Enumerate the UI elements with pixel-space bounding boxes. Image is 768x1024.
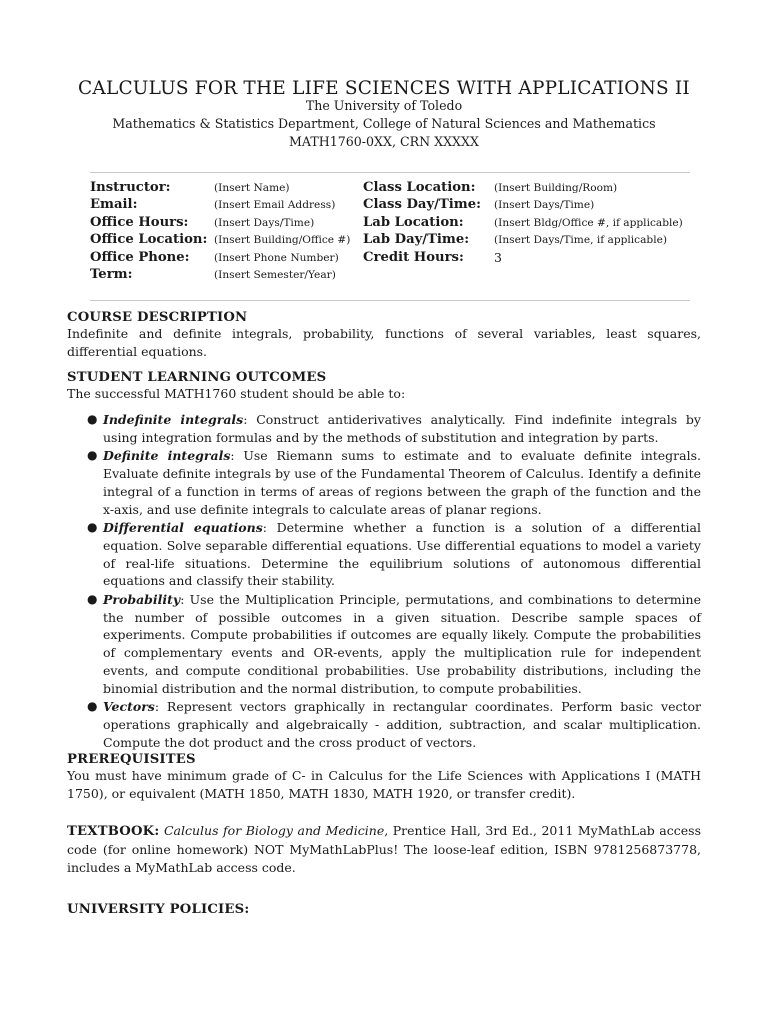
class-day-time-value: (Insert Days/Time) <box>494 199 595 212</box>
bullet-icon: ● <box>87 412 98 426</box>
outcome-term: Indefinite integrals <box>103 412 244 427</box>
credit-hours-label: Credit Hours: <box>363 249 464 265</box>
outcome-text: : Represent vectors graphically in rectangular coordinates. Perform basic vector operations graphically and algebraically - addition, subtraction, and scalar multiplication. Compute the dot product and the cross product of vectors. <box>103 699 701 750</box>
list-item <box>67 447 701 518</box>
course-description-section <box>67 310 701 361</box>
bullet-icon: ● <box>87 448 98 463</box>
info-row <box>90 267 710 284</box>
top-divider <box>90 172 690 173</box>
university-policies-section <box>67 902 701 917</box>
info-row <box>90 180 710 197</box>
prerequisites-heading: PREREQUISITES <box>67 752 196 767</box>
term-label: Term: <box>90 266 133 282</box>
class-location-value: (Insert Building/Room) <box>494 182 618 194</box>
textbook-label: TEXTBOOK: <box>67 824 160 839</box>
email-label: Email: <box>90 197 138 213</box>
bullet-icon: ● <box>87 520 98 535</box>
learning-outcomes-heading: STUDENT LEARNING OUTCOMES <box>67 370 327 385</box>
email-value: (Insert Email Address) <box>214 199 336 212</box>
prerequisites-text: You must have minimum grade of C- in Calculus for the Life Sciences with Applications I (MATH 1750), or equivalent (MATH 1850, MATH 1830, MATH 1920, or transfer credit). <box>67 768 701 801</box>
outcome-term: Probability <box>103 592 181 608</box>
office-hours-value: (Insert Days/Time) <box>214 216 315 229</box>
instructor-label: Instructor: <box>90 180 171 195</box>
course-info-table <box>90 180 710 284</box>
list-item <box>67 591 701 697</box>
list-item <box>67 411 701 446</box>
course-description-text: Indefinite and definite integrals, probability, functions of several variables, least squares, differential equations. <box>67 326 701 359</box>
list-item <box>67 698 701 751</box>
university-name: The University of Toledo <box>305 98 463 113</box>
course-description-heading: COURSE DESCRIPTION <box>67 310 248 325</box>
list-item <box>67 519 701 590</box>
learning-outcomes-intro: The successful MATH1760 student should be able to: <box>67 386 406 401</box>
info-row <box>90 232 710 249</box>
university-policies-heading: UNIVERSITY POLICIES: <box>67 902 250 917</box>
outcome-term: Differential equations <box>103 520 263 536</box>
textbook-title: Calculus for Biology and Medicine <box>163 823 385 838</box>
office-hours-label: Office Hours: <box>90 214 189 230</box>
outcome-term: Vectors <box>103 699 155 715</box>
learning-outcomes-list <box>67 411 701 751</box>
lab-location-value: (Insert Bldg/Office #, if applicable) <box>494 216 683 229</box>
bullet-icon: ● <box>87 699 98 714</box>
term-value: (Insert Semester/Year) <box>214 268 336 281</box>
info-row <box>90 215 710 232</box>
instructor-value: (Insert Name) <box>214 182 290 194</box>
course-code: MATH1760-0XX, CRN XXXXX <box>289 134 479 149</box>
office-phone-label: Office Phone: <box>90 249 190 265</box>
textbook-text: , Prentice Hall, 3rd Ed., 2011 MyMathLab access code (for online homework) NOT MyMathLabPlus! The loose-leaf edition, ISBN 9781256873778, includes a MyMathLab access code. <box>67 823 701 875</box>
outcome-term: Definite integrals <box>103 448 231 464</box>
document-title: CALCULUS FOR THE LIFE SCIENCES WITH APPLICATIONS II <box>78 78 690 99</box>
lab-location-label: Lab Location: <box>363 214 464 230</box>
department-name: Mathematics & Statistics Department, College of Natural Sciences and Mathematics <box>112 116 656 131</box>
outcome-text: : Use the Multiplication Principle, permutations, and combinations to determine the number of possible outcomes in a given situation. Describe sample spaces of experiments. Compute probabilities if outcomes are equally likely. Compute the probabilities of complementary events and OR-events, apply the multiplication rule for independent events, and compute conditional probabilities. Use probability distributions, including the binomial distribution and the normal distribution, to compute probabilities. <box>103 592 701 696</box>
outcome-text: : Determine whether a function is a solution of a differential equation. Solve separable differential equations. Use differential equations to model a variety of real-life situations. Determine the equilibrium solutions of autonomous differential equations and classify their stability. <box>103 520 701 589</box>
info-row <box>90 197 710 214</box>
class-location-label: Class Location: <box>363 180 476 195</box>
prerequisites-section <box>67 752 701 803</box>
textbook-section <box>67 822 701 877</box>
info-row <box>90 250 710 267</box>
office-phone-value: (Insert Phone Number) <box>214 251 339 264</box>
lab-day-time-value: (Insert Days/Time, if applicable) <box>494 234 667 247</box>
bottom-divider <box>90 300 690 301</box>
class-day-time-label: Class Day/Time: <box>363 197 481 213</box>
lab-day-time-label: Lab Day/Time: <box>363 232 470 248</box>
office-location-label: Office Location: <box>90 232 208 248</box>
office-location-value: (Insert Building/Office #) <box>214 234 351 247</box>
outcome-text: : Construct antiderivatives analytically. Find indefinite integrals by using integration formulas and by the methods of substitution and integration by parts. <box>103 412 701 445</box>
learning-outcomes-section <box>67 370 701 752</box>
outcome-text: : Use Riemann sums to estimate and to evaluate definite integrals. Evaluate definite integrals by use of the Fundamental Theorem of Calculus. Identify a definite integral of a function in terms of areas of regions between the graph of the function and the x-axis, and use definite integrals to calculate areas of planar regions. <box>103 448 701 517</box>
bullet-icon: ● <box>87 592 98 607</box>
credit-hours-value: 3 <box>494 249 502 265</box>
